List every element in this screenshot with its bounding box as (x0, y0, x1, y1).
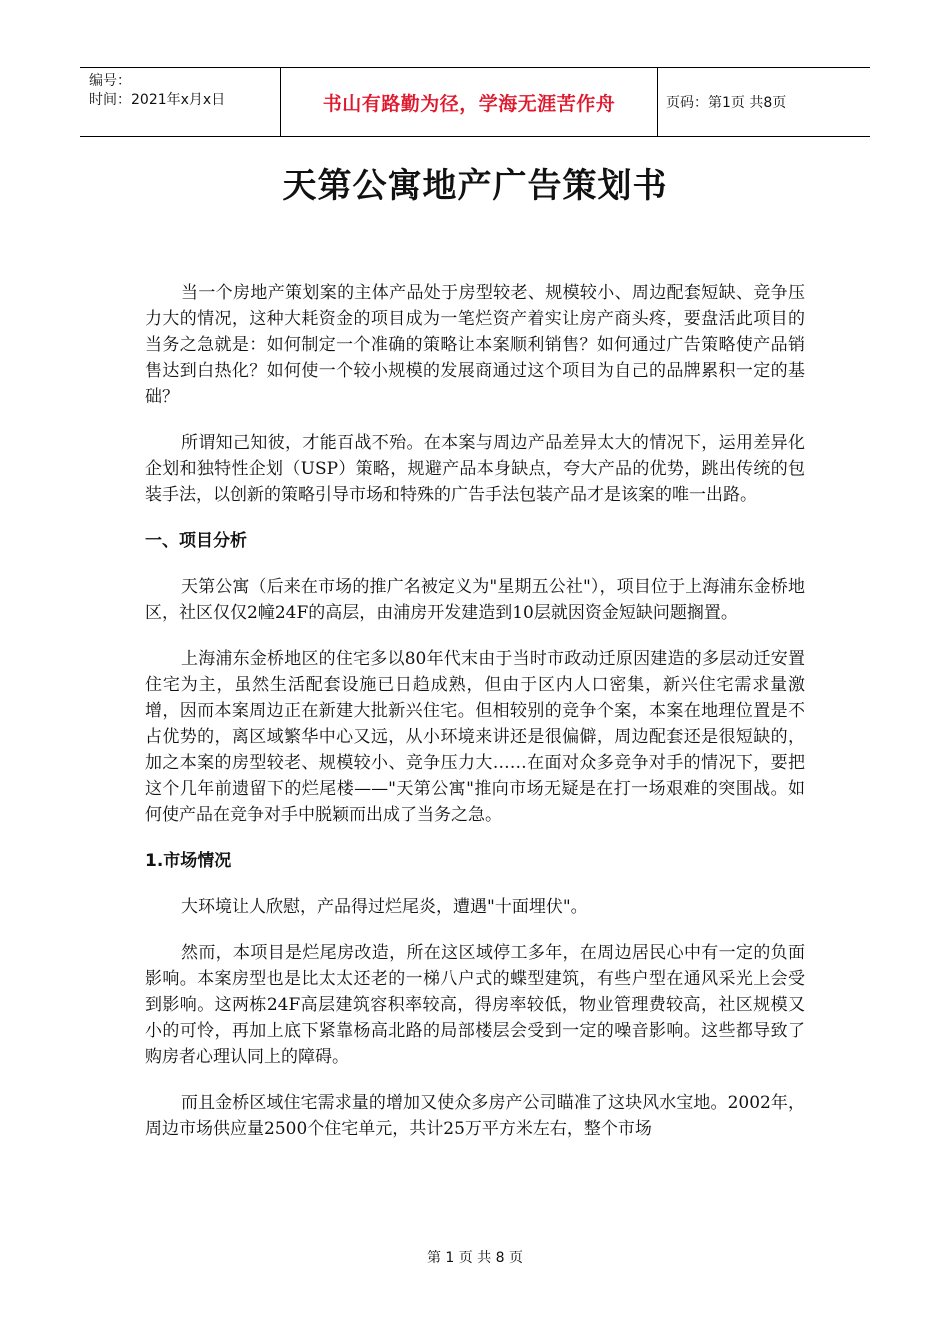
paragraph-intro: 当一个房地产策划案的主体产品处于房型较老、规模较小、周边配套短缺、竞争压力大的情况，这种大耗资金的项目成为一笔烂资产着实让房产商头疼，要盘活此项目的当务之急就是：如何制定一个准确的策略让本案顺利销售？如何通过广告策略使产品销售达到白热化？如何使一个较小规模的发展商通过这个项目为自己的品牌累积一定的基础？ (145, 283, 805, 407)
paragraph-strategy: 所谓知己知彼，才能百战不殆。在本案与周边产品差异太大的情况下，运用差异化企划和独特性企划（USP）策略，规避产品本身缺点，夸大产品的优势，跳出传统的包装手法，以创新的策略引导市场和特殊的广告手法包装产品才是该案的唯一出路。 (145, 433, 805, 505)
paragraph-market-issues: 然而，本项目是烂尾房改造，所在这区域停工多年，在周边居民心中有一定的负面影响。本案房型也是比太太还老的一梯八户式的蝶型建筑，有些户型在通风采光上会受到影响。这两栋24F高层建筑容积率较高，得房率较低，物业管理费较高，社区规模又小的可怜，再加上底下紧靠杨高北路的局部楼层会受到一定的噪音影响。这些都导致了购房者心理认同上的障碍。 (145, 943, 805, 1067)
document-title: 天第公寓地产广告策划书 (282, 166, 668, 206)
section-heading-market: 1.市场情况 (145, 851, 232, 871)
paragraph-project-location: 天第公寓（后来在市场的推广名被定义为"星期五公社"），项目位于上海浦东金桥地区，社区仅仅2幢24F的高层，由浦房开发建造到10层就因资金短缺问题搁置。 (145, 577, 805, 623)
header-meta (80, 68, 281, 136)
paragraph-market-summary: 大环境让人欣慰，产品得过烂尾炎，遭遇"十面埋伏"。 (181, 897, 588, 917)
paragraph-area-context: 上海浦东金桥地区的住宅多以80年代末由于当时市政动迁原因建造的多层动迁安置住宅为主，虽然生活配套设施已日趋成熟，但由于区内人口密集，新兴住宅需求量激增，因而本案周边正在新建大批新兴住宅。但相较别的竞争个案，本案在地理位置是不占优势的，离区域繁华中心又远，从小环境来讲还是很偏僻，周边配套还是很短缺的，加之本案的房型较老、规模较小、竞争压力大……在面对众多竞争对手的情况下，要把这个几年前遗留下的烂尾楼——"天第公寓"推向市场无疑是在打一场艰难的突围战。如何使产品在竞争对手中脱颖而出成了当务之急。 (145, 649, 805, 825)
number-label: 编号： (89, 73, 131, 89)
header-page-info: 页码：第1页 共8页 (666, 95, 787, 111)
paragraph-market-supply: 而且金桥区域住宅需求量的增加又使众多房产公司瞄准了这块风水宝地。2002年，周边市场供应量2500个住宅单元，共计25万平方米左右，整个市场 (145, 1093, 805, 1139)
page-footer: 第 1 页 共 8 页 (426, 1250, 524, 1266)
section-heading-project-analysis: 一、项目分析 (145, 531, 247, 551)
time-label: 时间：2021年x月x日 (89, 92, 226, 108)
document-body (145, 280, 805, 1162)
header-motto: 书山有路勤为径，学海无涯苦作舟 (281, 68, 658, 136)
header-table (80, 67, 870, 137)
